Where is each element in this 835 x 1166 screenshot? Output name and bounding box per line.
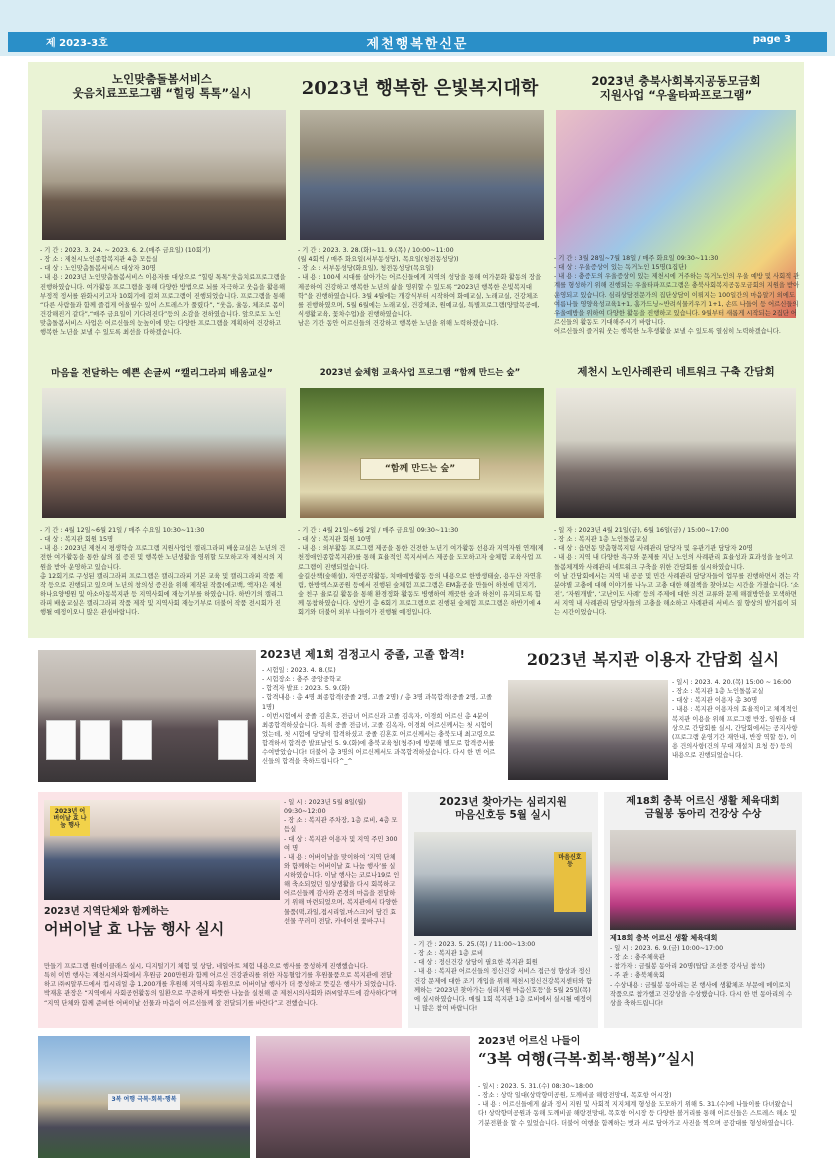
photo-parents-day-event xyxy=(44,800,280,900)
article-body-community-chest: - 기 간 : 3월 28일~7월 18일 / 매주 화요일 09:30~11:30 - 대 상 : 우울증상이 있는 독거노인 15명(1집단) - 내 용 : 충증도의 우울증상이 있는 제천시에 거주하는 독거노인의 우울 예방 및 사회적 관계를 형성하기 위해 진행되는 우울타파프로그램은 충북사회복지공동모금회의 지원을 받아 운영되고 있습니다. 심리상담전문가의 집단상담이 이뤄지는 100일간의 마음알기 외에도 여름나들 영양육성교육1+1, 홈가드닝~반려식물키우기 1+1, 손뜨 나들이 등 어르신들의 우울예방을 위하여 다양한 활동을 진행하고 있습니다. 9월부터 새롭게 시작되는 2집단 어르신들의 활동도 기대해주시기 바랍니다. 어르신들의 즐거워 웃는 행복한 노후생활을 보낼 수 있도록 열심히 노력하겠습니다. xyxy=(554,255,800,335)
photo-exam-graduates xyxy=(38,650,256,782)
article-body: 만들기 프로그램 원데이클래스 실시, 디지털기기 체험 및 상담, 네일아트 체험 내용으로 행사를 풍성하게 진행했습니다. 특히 이번 행사는 제천시의사회에서 후원금 200만원과 함께 어르신 건강관리를 위한 자동혈압기를 후원물품으로 복지관에 전달하고 ㈜씨알푸드에서 컵시리얼 총 1,200개를 후원해 지역사회 후원으로 어버이날 행사가 더 풍성하고 뜻깊은 행사가 되었습니다. 박재훈 관장은 “지역에서 사회공헌활동의 일환으로 꾸준하게 따뜻한 나눔을 실천해 준 제천시의사회와 ㈜씨알푸드에 감사하다”며 “지역 단체와 함께 준비한 어버이날 선물과 마음이 어르신들께 잘 전달되기를 바란다”고 전했습니다. xyxy=(44,963,398,1007)
certificate xyxy=(46,720,76,760)
article-sports xyxy=(604,792,802,1028)
article-body: - 기 간 : 2023. 3. 28.(화)~11. 9.(목) / 10:00~11:00 (월 4회씩 / 매주 화요일(서부동성당), 목요일(청전동성당)) - 장 소 : 서부동성당(화요일), 청전동성당(목요일) - 내 용 : 100세 시대를 살아가는 어르신들에게 지역의 성당을 통해 여가문화 활동의 장을 제공하여 건강하고 행복한 노년의 삶을 영위할 수 있도록 “2023년 행복한 은빛복지대학”을 진행하였습니다. 3월 4월에는 개강식부터 시작하여 화예교실, 노래교실, 건강체조를 진행하였으며, 5월 6월에는 노래교실, 건강체조, 원예교실, 특별프로그램(양말목공예, 식생활교육, 꽃차수업)을 진행하였습니다. 남은 기간 동안 어르신들의 건강하고 행복한 노년을 위해 노력하겠습니다. xyxy=(298,247,542,327)
article-title: 어버이날 효 나눔 행사 실시 xyxy=(44,920,225,938)
article-title: 노인맞춤돌봄서비스 xyxy=(112,72,212,86)
article-body: - 기 간 : 4월 21일~6월 2일 / 매주 금요일 09:30~11:30 - 대 상 : 복지관 회원 10명 - 내 용 : 외부활동 프로그램 제공을 통한 건전한 노년기 여가활동 선용과 지역자원 연계(제천정애인종합복지관)를 통해 효율적인 복지서비스 제공을 도모하고자 숲체험 교육사업 프로그램이 진행되었습니다. 숲길산책(숲해설), 자연공작활동, 치매예방활동 등의 내용으로 한방생태숲, 용두산 자연휴림, 한방엑스포공원 등에서 진행된 숲체험 프로그램은 EM흙공을 만들어 하천에 던지기, 숲 친구 율로길 활동을 통해 환경정화 활동도 병행하여 깨끗한 숲과 하천이 유지되도록 함께 동참하였습니다. 상반기 총 6회기 프로그램으로 진행된 숲체험 프로그램은 하반기에 4회기와 더불어 외부 나들이가 진행될 예정입니다. xyxy=(298,527,544,617)
article-title: 제천시 노인사례관리 네트워크 구축 간담회 xyxy=(577,366,775,378)
forest-sign: “함께 만드는 숲” xyxy=(360,458,480,480)
article-title: 제18회 충북 어르신 생활 체육대회 xyxy=(626,796,780,807)
article-title: “3복 여행(극복·회복·행복)”실시 xyxy=(478,1050,695,1068)
certificate xyxy=(80,720,110,760)
photo-forest-group xyxy=(300,388,544,518)
mind-signal-sign: 마음신호등 xyxy=(554,852,586,912)
photo-user-meeting xyxy=(508,680,668,780)
photo-laughter-therapy xyxy=(42,110,286,240)
photo-trip-seniors xyxy=(256,1036,470,1158)
photo-sports-team xyxy=(610,830,796,930)
article-body: - 기 간 : 2023. 3. 24. ~ 2023. 6. 2.(매주 금요일) (10회기) - 장 소 : 제천시노인종합복지관 4층 모듬실 - 대 상 : 노인맞춤돌봄서비스 대상자 30명 - 내 용 : 2023년 노인맞춤돌봄서비스 이용자를 대상으로 “힐링 톡톡”웃음치료프로그램을 진행하였습니다. 여가활동 프로그램을 통해 다양한 방법으로 뇌를 자극하고 웃음을 활용해 부정적 정서를 완화시키고자 10회기에 걸쳐 프로그램이 진행되었습니다. 프로그램을 통해 “다른 사람들과 함께 즐겁게 어울릴수 있어 스트레스가 풀렸다”, “웃음, 율동, 체조로 몸이 건강해진거 같다”,“매주 금요일이 기다려진다”등의 소감을 전하였습니다. 앞으로도 노인맞춤돌봄서비스 사업은 어르신들의 눈높이에 맞는 다양한 프로그램을 계획하여 건강하고 행복한 노년을 보낼 수 있도록 최선을 다하겠습니다. xyxy=(40,247,286,337)
page-header xyxy=(0,0,835,56)
article-body: - 기 간 : 2023. 5. 25.(목) / 11:00~13:00 - 장 소 : 복지관 1층 로비 - 대 상 : 정신건강 상담이 필요한 복지관 회원 - 내 용 : 복지관 어르신들의 정신건강 서비스 접근성 향상과 정신건강 문제에 대한 조기 개입을 위해 제천시정신건강복지센터와 함께하는 ‘2023년 찾아가는 심리지원 마음신호등’을 5월 25일(목)에 실시하였습니다. 매월 1회 복지관 1층 로비에서 실시될 예정이니 많은 참여 바랍니다! xyxy=(414,941,593,1012)
article-subtitle: 2023년 지역단체와 함께하는 xyxy=(44,906,169,917)
event-banner: 2023년 어버이날 효 나눔 행사 xyxy=(50,806,90,836)
photo-trip-group xyxy=(38,1036,250,1158)
article-body: - 시험일 : 2023. 4. 8.(토) - 시험장소 : 충주 중앙중학교 - 합격자 발표 : 2023. 5. 9.(화) - 합격내용 : 총 4명 최종합격(중졸 2명, 고졸 2명) / 총 3명 과목합격(중졸 2명, 고졸 1명) - 이번시험에서 중졸 김혼호, 전급녀 어르신과 고졸 김옥자, 이경희 어르신 총 4분이 최종합격하셨습니다. 특히 중졸 전급녀, 고졸 김옥자, 이경희 어르신께서는 첫 시험이었는데, 첫 시험에 당당히 합격하셨고 중졸 김혼호 어르신께서는 충북도내 최고령으로 합격하셔 합격증 발표날인 5. 9.(화)에 충북교육청(청주)에 방문해 별도로 합격증서를 수여받았습니다! 더불어 총 3명의 어르신께서도 과목합격하셨습니다. 다시 한 번 어르신들의 합격을 축하드립니다^_^ xyxy=(262,667,496,766)
photo-network-meeting xyxy=(556,388,796,518)
article-body-side: - 일 시 : 2023년 5월 8일(월) 09:30~12:00 - 장 소 : 복지관 주차장, 1층 로비, 4층 모듬실 - 대 상 : 복지관 이용자 및 지역 주민 300여 명 - 내 용 : 어버이날을 맞이하여 ‘지역 단체와 함께하는 어버이날 효 나눔 행사’를 실시하였습니다. 이날 행사는 코로나19로 인해 축소되었던 일상생활을 다시 회복하고 어르신들께 감사와 존경의 마음을 전달하기 위해 마련되었으며, 복지관에서 다양한 물품(떡,과일,접시리얼,마스크)이 담긴 효선물 꾸러미 전달, 카네이션 꽃바구니 xyxy=(284,799,400,925)
article-title: 2023년 숲체험 교육사업 프로그램 “함께 만드는 숲” xyxy=(319,368,521,378)
article-subtitle: 2023년 어르신 나들이 xyxy=(478,1036,581,1047)
article-body: - 일 시 : 2023. 6. 9.(금) 10:00~17:00 - 장 소 : 충주체육관 - 참가자 : 금월봉 동아리 20명(탑답 조선풍 강사님 참석) - 주 관 : 충북체육회 - 수상내용 : 금월봉 동아리는 본 행사에 생활체조 부문에 메이로치 작품으로 참가했고 건강상을 수상했습니다. 다시 한 번 동아리의 수상을 축하드립니다! xyxy=(610,945,793,1007)
article-title: 2023년 복지관 이용자 간담회 실시 xyxy=(526,650,780,669)
article-title: 2023년 제1회 검정고시 중졸, 고졸 합격! xyxy=(260,648,465,661)
article-parents-day xyxy=(38,792,402,1028)
trip-banner: 3복 여행 극복·회복·행복 xyxy=(108,1094,180,1110)
article-title: 마음을 전달하는 예쁜 손글씨 “캘리그라피 배움교실” xyxy=(51,368,273,379)
photo-calligraphy-class xyxy=(42,388,286,518)
article-user-meeting xyxy=(504,646,802,784)
article-body: - 일 자 : 2023년 4월 21일(금), 6월 16일(금) / 15:00~17:00 - 장 소 : 복지관 1층 노인돌봄교실 - 대 상 : 읍면동 맞춤형복지팀 사례관리 담당자 및 유관기관 담당자 20명 - 내 용 : 지역 내 다양한 욕구와 문제를 지닌 노인의 사례관리 효율성과 효과성을 높이고 돌봄체계와 사례관리 네트워크 구축을 위한 간담회를 실시하였습니다. 이 날 간담회에서는 지역 내 공공 및 민간 사례관리 담당자들이 업무를 진행하면서 겪는 각 분야별 고충에 대해 이야기를 나누고 고충 대한 해결책을 찾아보는 시간을 가졌습니다. ‘소진’, ‘자원개발’, ‘고난이도 사례’ 등의 주제에 대한 의견 교류와 문제 해결방안을 모색하면서 지역 내 사례관리 담당자들의 고충을 해소하고 사례관리 서비스 질 향상의 발거름이 되는 시간이었습니다. xyxy=(554,527,800,617)
article-body: - 기 간 : 4월 12일~6월 21일 / 매주 수요일 10:30~11:30 - 대 상 : 복지관 회원 15명 - 내 용 : 2023년 제천시 평생학습 프로그램 지원사업인 캘리그라피 배움교실은 노년의 건전한 여가활동을 통한 삶의 질 증진 및 행복한 노년생활을 영위할 도모하고자 제천시의 지원을 받아 운영하고 있습니다. 총 12회기로 구성된 캘리그라피 프로그램은 캘리그라피 기본 교육 및 캘리그라피 작품 제작 등으로 진행되고 있으며 노년의 창의성 증진을 위해 제작된 작품(에코백, 액자)은 제천하나요양병원 및 아소아동복지관 등 지역사회에 재능기부를 하였습니다. 하반기의 캘리그라피 배움교실은 캘리그라피 작품 제작 및 지역사회 재능기부로 더불어 작품 전시회가 진행될 예정이오니 많은 관심바랍니다. xyxy=(40,527,286,617)
article-title: 2023년 충북사회복지공동모금회 xyxy=(591,74,761,88)
article-title: 지원사업 “우울타파프로그램” xyxy=(599,88,753,103)
masthead-title: 제천행복한신문 xyxy=(366,37,469,52)
photo-counseling xyxy=(414,832,592,936)
article-forest xyxy=(294,364,546,634)
photo-exercise-class xyxy=(300,110,544,240)
article-title: 금월봉 동아리 건강상 수상 xyxy=(644,808,762,820)
photo-caption: 제18회 충북 어르신 생활 체육대회 xyxy=(610,934,718,942)
certificate xyxy=(122,720,152,760)
article-exam xyxy=(38,646,498,784)
article-network xyxy=(552,364,800,634)
article-title: 2023년 행복한 은빛복지대학 xyxy=(301,78,539,99)
page-number: page 3 xyxy=(752,34,791,45)
article-body: - 일시 : 2023. 4. 20.(목) 15:00 ~ 16:00 - 장소 : 복지관 1층 노인돌봄교실 - 대상 : 복지관 이용자 총 30명 - 내용 : 복지관 이용자의 효율적이고 체계적인 복지관 이용을 위해 프로그램 반장, 임원을 대상으로 간담회를 실시, 간담회에서는 공지사항(프로그램 운영기간 재안내, 반장 역할 등), 이용 건의사항(건의 무대 재설치 요청 등) 등의 내용으로 진행되었습니다. xyxy=(672,679,798,759)
article-healing xyxy=(36,70,288,340)
article-calligraphy xyxy=(36,364,288,634)
article-title: 2023년 찾아가는 심리지원 xyxy=(439,796,567,808)
certificate xyxy=(218,720,248,760)
article-title: 마음신호등 5월 실시 xyxy=(455,809,551,822)
issue-number: 제 2023-3호 xyxy=(46,38,108,49)
article-title: 웃음치료프로그램 “힐링 톡톡”실시 xyxy=(72,86,252,101)
article-silver-college xyxy=(294,70,546,340)
article-psych xyxy=(408,792,598,1028)
article-body: - 일시 : 2023. 5. 31.(수) 08:30~18:00 - 장소 : 상락 일대(상락향미공원, 도깨비골 해랑전망대, 목호항 어시장) - 내 용 : 어르신들에게 삶과 정서 지원 및 사회적 지지체계 형성을 도모하기 위해 5. 31.(수)에 나들이를 다녀왔습니다! 상락향미공원과 동해 도깨비골 해랑전망대, 목호항 어시장 등 다양한 볼거리를 통해 어르신들은 스트레스 해소 및 기분전환을 할 수 있었습니다. 더불어 여행을 함께하는 벗과 서로 담아가고 사진을 찍으며 공감대를 형성하였습니다. xyxy=(478,1083,797,1127)
article-trip xyxy=(38,1034,802,1162)
